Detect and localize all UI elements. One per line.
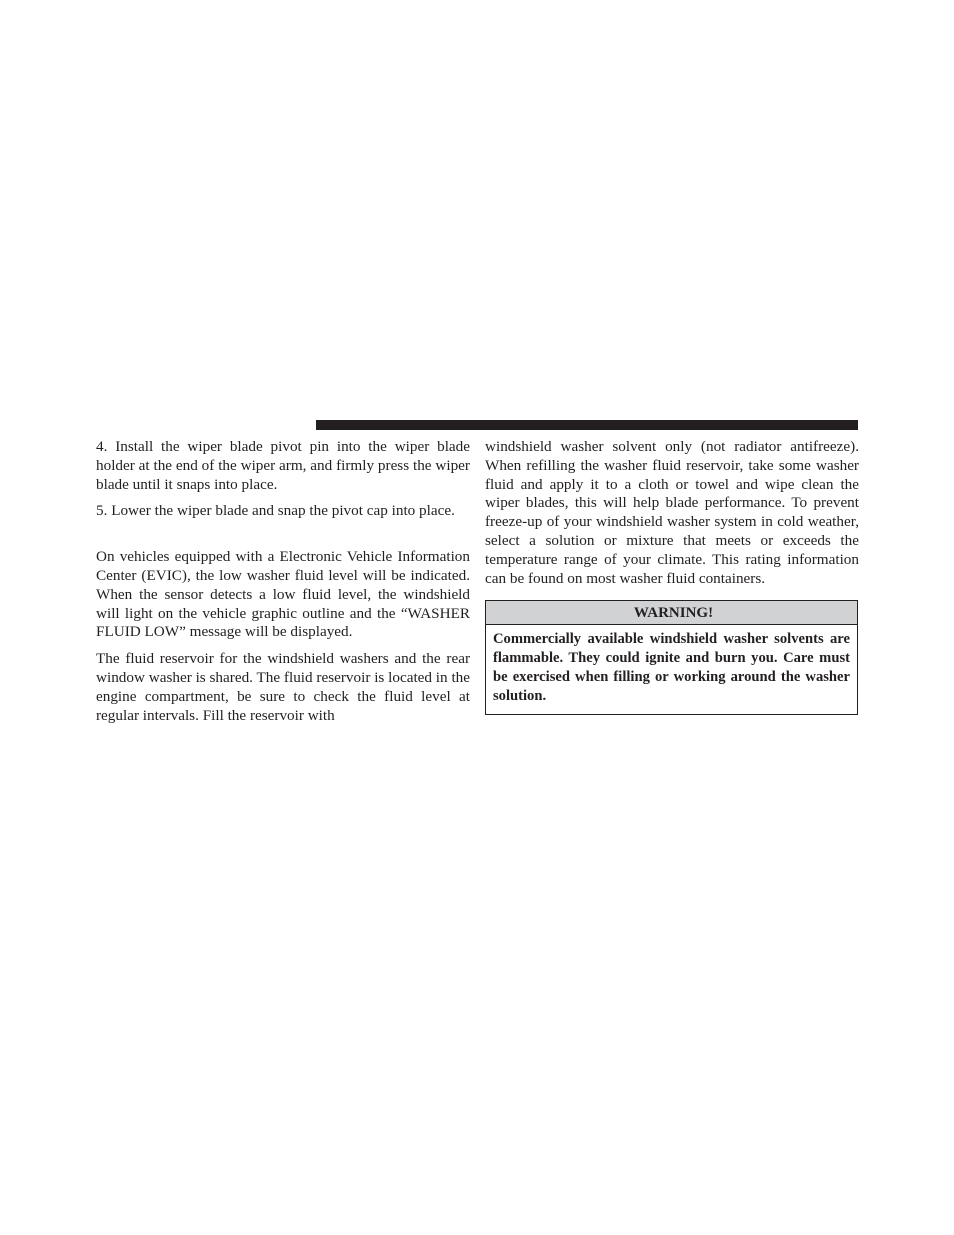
right-column xyxy=(485,438,859,715)
evic-paragraph: On vehicles equipped with a Electronic Vehicle Information Center (EVIC), the low washer fluid level will be indicated. When the sensor detects a low fluid level, the windshield will light on the vehicle graphic outline and the “WASHER FLUID LOW” message will be displayed. xyxy=(96,548,470,641)
continuation-paragraph: windshield washer solvent only (not radiator antifreeze). When refilling the washer fluid reservoir, take some washer fluid and apply it to a cloth or towel and wipe clean the wiper blades, this will help blade performance. To prevent freeze-up of your windshield washer system in cold weather, select a solution or mixture that meets or exceeds the temperature range of your climate. This rating information can be found on most washer fluid containers. xyxy=(485,438,859,587)
warning-box xyxy=(485,600,858,714)
reservoir-paragraph: The fluid reservoir for the windshield washers and the rear window washer is shared. The fluid reservoir is located in the engine compartment, be sure to check the fluid level at regular intervals. Fill the reservoir with xyxy=(96,650,470,724)
warning-body: Commercially available windshield washer solvents are flammable. They could ignite and burn you. Care must be exercised when filling or working around the washer solution. xyxy=(493,631,850,704)
section-header-bar xyxy=(316,420,858,430)
left-column xyxy=(96,438,470,725)
step-5-paragraph: 5. Lower the wiper blade and snap the pivot cap into place. xyxy=(96,502,455,520)
step-4-paragraph: 4. Install the wiper blade pivot pin into the wiper blade holder at the end of the wiper arm, and firmly press the wiper blade until it snaps into place. xyxy=(96,438,470,493)
warning-title: WARNING! xyxy=(486,601,857,625)
